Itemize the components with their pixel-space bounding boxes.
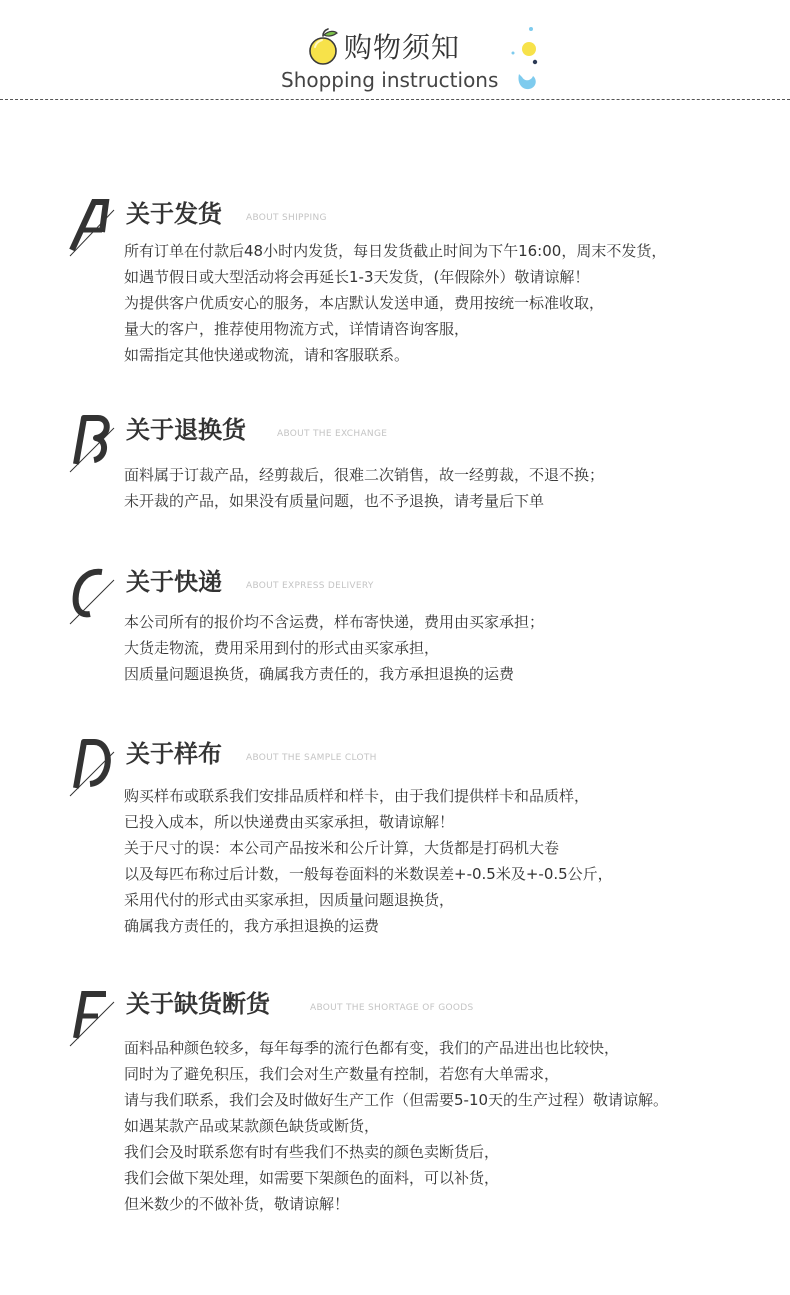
header-divider [0, 99, 790, 100]
body-line: 如需指定其他快递或物流，请和客服联系。 [124, 346, 410, 364]
page-title: 购物须知 [344, 31, 461, 64]
section-body [124, 609, 764, 687]
section-subtitle: ABOUT THE EXCHANGE [277, 429, 388, 439]
body-line: 请与我们联系，我们会及时做好生产工作（但需要5-10天的生产过程）敬请谅解。 [124, 1091, 669, 1109]
body-line: 购买样布或联系我们安排品质样和样卡，由于我们提供样卡和品质样， [124, 787, 590, 805]
section-letter: C [68, 566, 69, 567]
section-letter: B [68, 414, 69, 415]
body-line: 面料属于订裁产品，经剪裁后，很难二次销售，故一经剪裁，不退不换； [124, 466, 605, 484]
body-line: 大货走物流，费用采用到付的形式由买家承担， [124, 639, 440, 657]
page-header [0, 0, 790, 110]
decorative-dots-icon [505, 22, 545, 97]
section-letter-d-icon [68, 738, 128, 800]
section-letter-e-icon [68, 988, 128, 1050]
lemon-icon [303, 27, 343, 67]
body-line: 为提供客户优质安心的服务，本店默认发送申通，费用按统一标准收取， [124, 294, 605, 312]
section-title: 关于缺货断货 [126, 990, 270, 1018]
body-line: 如遇某款产品或某款颜色缺货或断货， [124, 1117, 380, 1135]
body-line: 未开裁的产品，如果没有质量问题，也不予退换，请考量后下单 [124, 492, 545, 510]
body-line: 已投入成本，所以快递费由买家承担，敬请谅解！ [124, 813, 455, 831]
section-letter: D [68, 738, 69, 739]
body-line: 关于尺寸的误：本公司产品按米和公斤计算，大货都是打码机大卷 [124, 839, 560, 857]
section-letter: A [68, 198, 69, 199]
section-title: 关于快递 [126, 568, 222, 596]
body-line: 我们会做下架处理，如需要下架颜色的面料，可以补货， [124, 1169, 500, 1187]
body-line: 面料品种颜色较多，每年每季的流行色都有变，我们的产品进出也比较快， [124, 1039, 620, 1057]
body-line: 我们会及时联系您有时有些我们不热卖的颜色卖断货后， [124, 1143, 500, 1161]
section-title: 关于发货 [126, 200, 222, 228]
section-letter-a-icon [68, 198, 128, 260]
section-body [124, 783, 764, 939]
section-body [124, 462, 764, 514]
section-subtitle: ABOUT EXPRESS DELIVERY [246, 581, 374, 591]
section-letter-b-icon [68, 414, 128, 476]
body-line: 确属我方责任的，我方承担退换的运费 [124, 917, 380, 935]
section-subtitle: ABOUT THE SHORTAGE OF GOODS [310, 1003, 474, 1013]
page-subtitle: Shopping instructions [281, 68, 499, 92]
section-subtitle: ABOUT THE SAMPLE CLOTH [246, 753, 377, 763]
body-line: 本公司所有的报价均不含运费，样布寄快递，费用由买家承担； [124, 613, 545, 631]
body-line: 但米数少的不做补货，敬请谅解！ [124, 1195, 350, 1213]
body-line: 量大的客户，推荐使用物流方式，详情请咨询客服， [124, 320, 470, 338]
section-subtitle: ABOUT SHIPPING [246, 213, 327, 223]
section-body [124, 238, 764, 368]
body-line: 如遇节假日或大型活动将会再延长1-3天发货，(年假除外）敬请谅解！ [124, 268, 590, 286]
body-line: 采用代付的形式由买家承担，因质量问题退换货， [124, 891, 455, 909]
section-letter: E [68, 988, 69, 989]
section-body [124, 1035, 764, 1217]
body-line: 以及每匹布称过后计数，一般每卷面料的米数误差+-0.5米及+-0.5公斤， [124, 865, 613, 883]
section-title: 关于样布 [126, 740, 222, 768]
body-line: 所有订单在付款后48小时内发货，每日发货截止时间为下午16:00，周末不发货， [124, 242, 667, 260]
body-line: 因质量问题退换货，确属我方责任的，我方承担退换的运费 [124, 665, 515, 683]
body-line: 同时为了避免积压，我们会对生产数量有控制，若您有大单需求， [124, 1065, 560, 1083]
section-title: 关于退换货 [126, 416, 246, 444]
section-letter-c-icon [68, 566, 128, 628]
